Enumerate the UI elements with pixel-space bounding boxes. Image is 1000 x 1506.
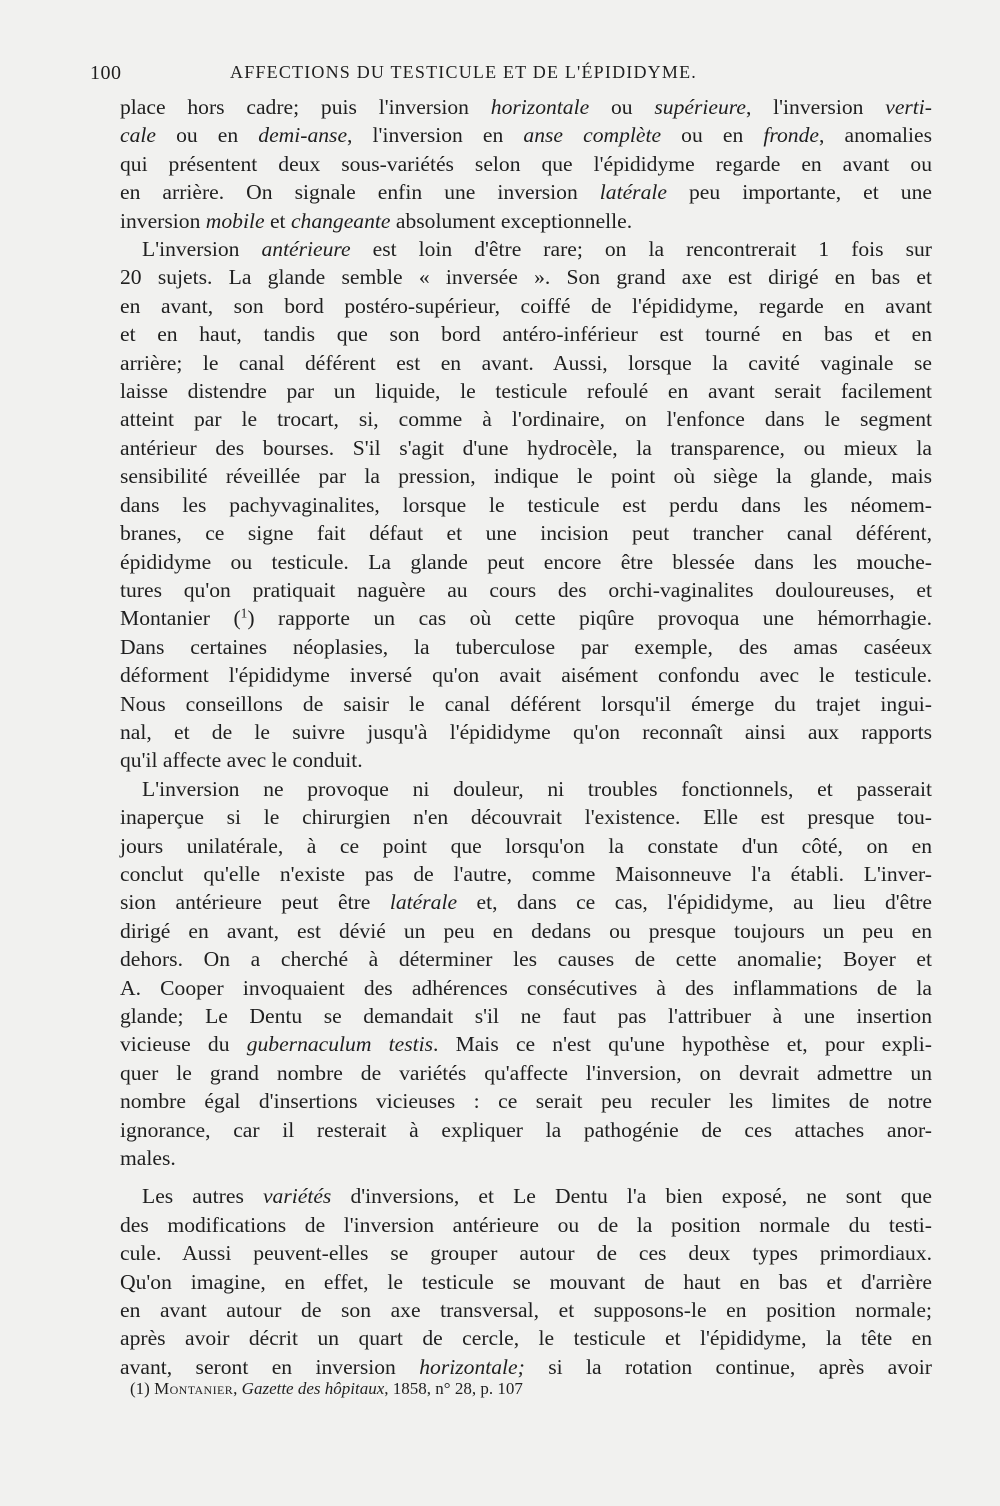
text-run: et — [264, 208, 291, 233]
italic-term: variétés — [262, 1184, 332, 1209]
text-run: sensibilité réveillée par la pression, indique le point où siège la glande, mais — [120, 464, 932, 489]
text-run: d'inversions, et Le Dentu l'a bien exposé, ne sont que — [331, 1184, 932, 1209]
italic-term: gubernaculum testis — [246, 1032, 434, 1057]
text-line — [120, 1002, 932, 1030]
text-run: nal, et de le suivre jusqu'à l'épididyme qu'on reconnaît ainsi aux rapports — [120, 719, 932, 744]
text-run: 20 sujets. La glande semble « inversée ». Son grand axe est dirigé en bas et — [120, 265, 932, 290]
text-run: ou — [589, 95, 655, 119]
text-run: en avant, son bord postéro-supérieur, coiffé de l'épididyme, regarde en avant — [120, 293, 932, 318]
text-line — [120, 945, 932, 973]
text-line — [120, 690, 932, 718]
text-run: absolument exceptionnelle. — [390, 208, 633, 233]
text-line — [120, 178, 932, 206]
italic-term: latérale — [599, 180, 667, 205]
text-line — [120, 718, 932, 746]
text-run: avant, seront en inversion — [120, 1354, 420, 1379]
text-line — [120, 604, 932, 632]
running-title: AFFECTIONS DU TESTICULE ET DE L'ÉPIDIDYME. — [230, 62, 697, 82]
text-line — [120, 349, 932, 377]
italic-term: changeante — [290, 208, 391, 233]
text-line — [120, 1268, 932, 1296]
text-line — [120, 1144, 932, 1172]
text-line — [120, 1211, 932, 1239]
running-head — [90, 62, 930, 90]
text-run: atteint par le trocart, si, comme à l'ordinaire, on l'enfonce dans le segment — [120, 407, 932, 432]
text-line — [120, 803, 932, 831]
text-run: dehors. On a cherché à déterminer les causes de cette anomalie; Boyer et — [120, 947, 932, 972]
text-line — [120, 491, 932, 519]
text-run: A. Cooper invoquaient des adhérences consécutives à des inflammations de la — [120, 975, 932, 1000]
text-line — [120, 121, 932, 149]
text-line — [120, 775, 932, 803]
text-line — [120, 434, 932, 462]
text-run: conclut qu'elle n'existe pas de l'autre, comme Maisonneuve l'a établi. L'inver- — [120, 861, 932, 886]
text-run: L'inversion ne provoque ni douleur, ni troubles fonctionnels, et passerait — [142, 776, 932, 801]
text-line — [120, 320, 932, 348]
italic-term: supérieure — [654, 95, 746, 119]
text-run: , anomalies — [818, 123, 933, 148]
text-line — [120, 1296, 932, 1324]
text-run: ou en — [661, 123, 764, 148]
text-run: qui présentent deux sous-variétés selon que l'épididyme regarde en avant ou — [120, 151, 932, 176]
text-line — [120, 93, 932, 121]
text-run: vicieuse du — [120, 1032, 247, 1057]
text-run: Dans certaines néoplasies, la tuberculose par exemple, des amas caséeux — [120, 634, 932, 659]
text-run: peu importante, et une — [666, 180, 932, 205]
text-run: inversion — [120, 208, 206, 233]
text-run: inaperçue si le chirurgien n'en découvrait l'existence. Elle est presque tou- — [120, 805, 932, 830]
text-line — [120, 1324, 932, 1352]
text-line — [120, 1059, 932, 1087]
text-line — [120, 832, 932, 860]
text-run: si la rotation continue, après avoir — [524, 1354, 932, 1379]
text-run: nombre égal d'insertions vicieuses : ce serait peu reculer les limites de notre — [120, 1089, 932, 1114]
text-line — [120, 548, 932, 576]
text-run: males. — [120, 1146, 176, 1171]
italic-term: mobile — [205, 208, 265, 233]
italic-term: cale — [120, 123, 156, 148]
footnote-author: Montanier — [154, 1379, 234, 1398]
text-line — [120, 917, 932, 945]
text-line — [120, 1087, 932, 1115]
text-line — [120, 377, 932, 405]
text-run: et en haut, tandis que son bord antéro-inférieur est tourné en bas et en — [120, 322, 932, 347]
text-run: épididyme ou testicule. La glande peut encore être blessée dans les mouche- — [120, 549, 932, 574]
text-run: Nous conseillons de saisir le canal déférent lorsqu'il émerge du trajet ingui- — [120, 691, 932, 716]
text-run: cule. Aussi peuvent-elles se grouper autour de ces deux types primordiaux. — [120, 1241, 932, 1266]
text-run: . Mais ce n'est qu'une hypothèse et, pour expli- — [433, 1032, 932, 1057]
text-run: en avant autour de son axe transversal, et supposons-le en position normale; — [120, 1298, 932, 1323]
text-line — [120, 1239, 932, 1267]
paragraph — [120, 775, 932, 1173]
footnote-source: Gazette des hôpitaux — [241, 1379, 385, 1398]
paragraph — [120, 93, 932, 235]
text-run: Montanier ( — [120, 606, 241, 631]
text-line — [120, 661, 932, 689]
text-line — [120, 1116, 932, 1144]
text-run: laisse distendre par un liquide, le testicule refoulé en avant serait facilement — [120, 379, 932, 404]
text-run: sion antérieure peut être — [120, 890, 390, 915]
text-run: branes, ce signe fait défaut et une incision peut trancher canal déférent, — [120, 521, 932, 546]
text-run: et, dans ce cas, l'épididyme, au lieu d'être — [457, 890, 932, 915]
text-run: après avoir décrit un quart de cercle, le testicule et l'épididyme, la tête en — [120, 1326, 932, 1351]
text-run: dans les pachyvaginalites, lorsque le testicule est perdu dans les néomem- — [120, 492, 932, 517]
text-run: , l'inversion — [745, 95, 886, 119]
text-run: arrière; le canal déférent est en avant. Aussi, lorsque la cavité vaginale se — [120, 350, 932, 375]
text-line — [120, 150, 932, 178]
italic-term: antérieure — [261, 237, 351, 262]
text-run: , l'inversion en — [347, 123, 524, 148]
text-run: qu'il affecte avec le conduit. — [120, 748, 363, 773]
text-line — [120, 746, 932, 774]
footnote-ref: 1 — [240, 605, 248, 621]
text-run: tures qu'on pratiquait naguère au cours des orchi-vaginalites douloureuses, et — [120, 577, 932, 602]
text-run: est loin d'être rare; on la rencontrerait 1 fois sur — [350, 237, 932, 262]
text-run: ignorance, car il resterait à expliquer la pathogénie de ces attaches anor- — [120, 1117, 932, 1142]
text-run: glande; Le Dentu se demandait s'il ne faut pas l'attribuer à une insertion — [120, 1004, 932, 1028]
text-run: place hors cadre; puis l'inversion — [120, 95, 491, 119]
text-run: des modifications de l'inversion antérieure ou de la position normale du testi- — [120, 1212, 932, 1237]
italic-term: demi-anse — [258, 123, 348, 148]
text-line — [120, 292, 932, 320]
italic-term: horizontale; — [419, 1354, 525, 1379]
text-run: ) rapporte un cas où cette piqûre provoqua une hémorrhagie. — [247, 606, 932, 631]
text-run: déforment l'épididyme inversé qu'on avait aisément confondu avec le testicule. — [120, 663, 932, 688]
text-run: antérieur des bourses. S'il s'agit d'une hydrocèle, la transparence, ou mieux la — [120, 435, 932, 460]
italic-term: anse complète — [523, 123, 662, 148]
text-line — [120, 633, 932, 661]
text-line — [120, 888, 932, 916]
text-run: Les autres — [142, 1184, 263, 1209]
text-line — [120, 1182, 932, 1210]
footnote: (1) Montanier, Gazette des hôpitaux, 1858, n° 28, p. 107 — [130, 1379, 523, 1398]
text-run: L'inversion — [142, 237, 262, 262]
text-line — [120, 263, 932, 291]
text-line — [120, 1030, 932, 1058]
text-run: dirigé en avant, est dévié un peu en dedans ou presque toujours un peu en — [120, 918, 932, 943]
text-line — [120, 207, 932, 235]
footnote-marker: (1) — [130, 1379, 150, 1398]
text-line — [120, 405, 932, 433]
body-text — [120, 93, 932, 1381]
italic-term: horizontale — [490, 95, 590, 119]
paragraph — [120, 1182, 932, 1381]
italic-term: fronde — [763, 123, 819, 148]
text-line — [120, 519, 932, 547]
italic-term: latérale — [389, 890, 458, 915]
text-line — [120, 974, 932, 1002]
text-run: jours unilatérale, à ce point que lorsqu'on la constate d'un côté, on en — [120, 833, 932, 858]
italic-term: verti- — [885, 95, 932, 119]
text-run: quer le grand nombre de variétés qu'affecte l'inversion, on devrait admettre un — [120, 1060, 932, 1085]
text-run: Qu'on imagine, en effet, le testicule se mouvant de haut en bas et d'arrière — [120, 1269, 932, 1294]
footnote-details: , 1858, n° 28, p. 107 — [384, 1379, 523, 1398]
text-line — [120, 235, 932, 263]
paragraph — [120, 235, 932, 775]
page-number: 100 — [90, 62, 122, 84]
text-line — [120, 462, 932, 490]
text-line — [120, 576, 932, 604]
text-line — [120, 860, 932, 888]
text-run: ou en — [155, 123, 259, 148]
text-run: en arrière. On signale enfin une inversion — [120, 180, 600, 205]
